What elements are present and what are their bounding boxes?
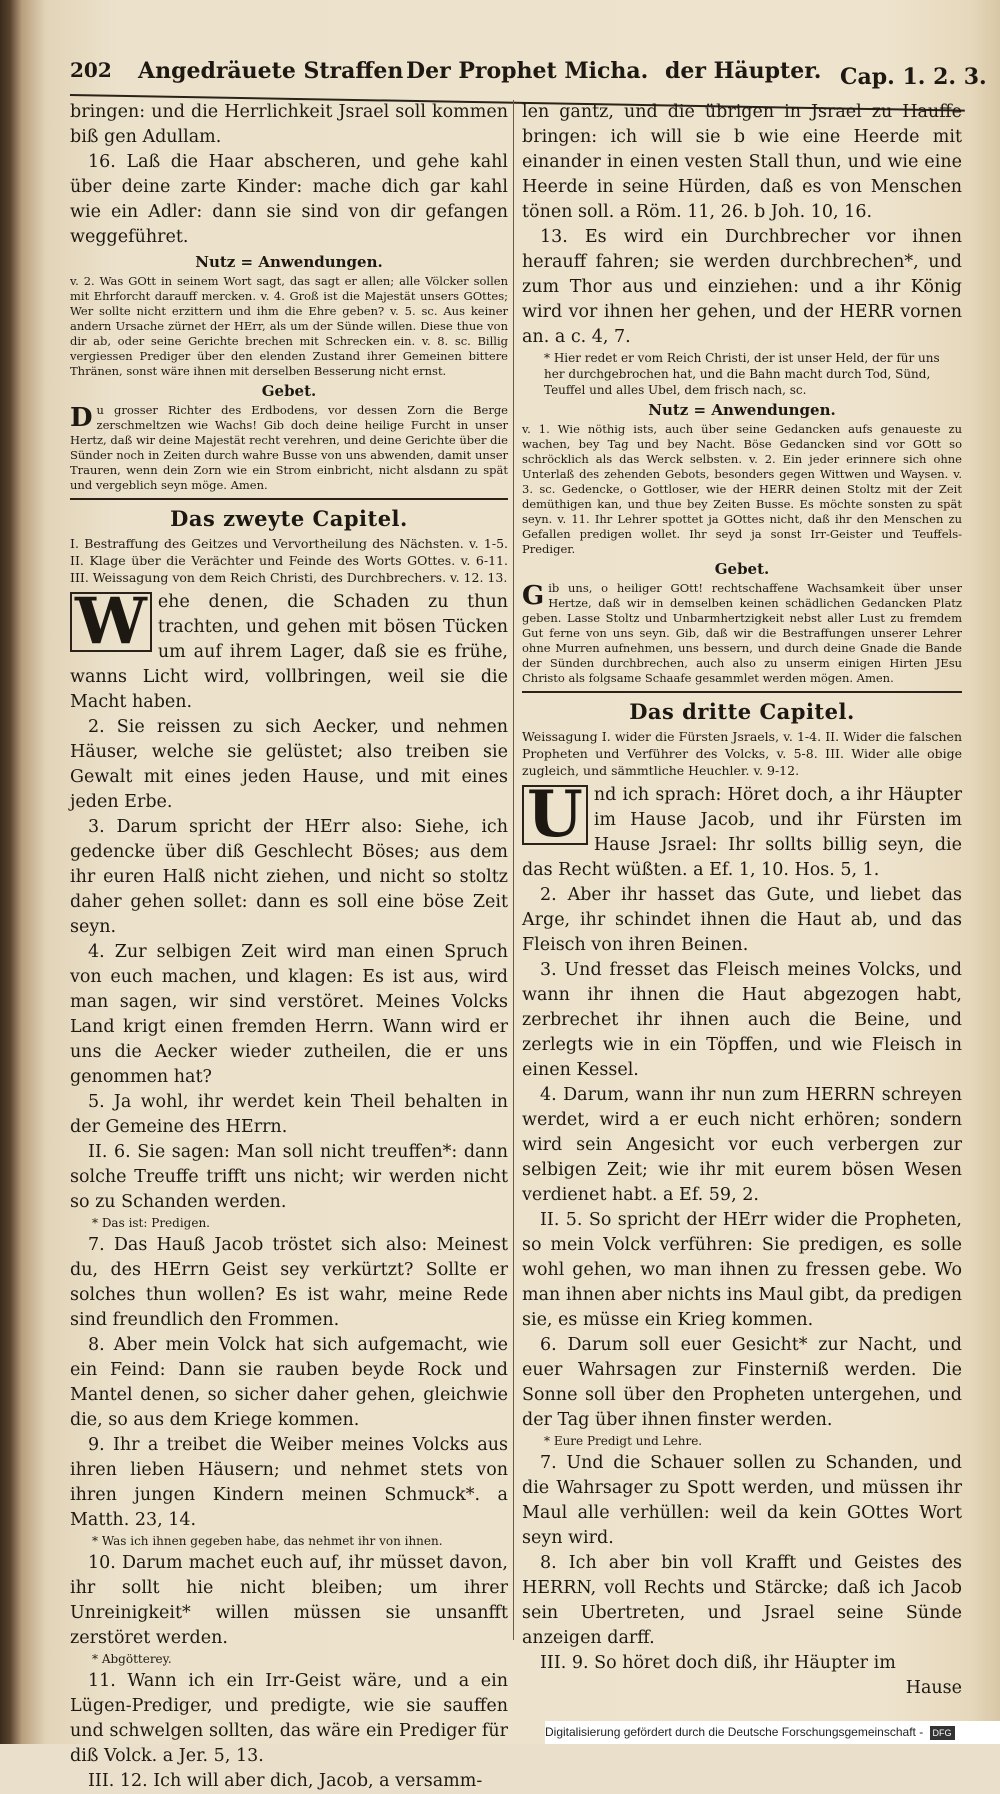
left-title: Angedräuete Straffen bbox=[138, 58, 404, 84]
footnote: * Abgötterey. bbox=[92, 1652, 172, 1666]
center-title: Der Prophet Micha. bbox=[406, 58, 649, 84]
chapter-summary: I. Bestraffung des Geitzes und Vervortheilung des Nächsten. v. 1-5. II. Klage über die Verächter und Feinde des Worts GOttes. v. 6-11. III. Weissagung von dem Reich Christi, des Durchbrechers. v. 12. 13. bbox=[70, 536, 508, 585]
verse-text: 13. Es wird ein Durchbrecher vor ihnen herauff fahren; sie werden durchbrechen*, und zum Thor aus und einziehen: und a ihr König wird vor ihnen her gehen, und der HERR vornen an. a c. 4, 7. bbox=[522, 227, 962, 347]
verse-text: 2. Aber ihr hasset das Gute, und liebet das Arge, ihr schindet ihnen die Haut ab, und das Fleisch von ihren Beinen. bbox=[522, 885, 962, 955]
verse-text: 16. Laß die Haar abscheren, und gehe kahl über deine zarte Kinder: mache dich gar kahl wie ein Adler: dann sie sind von dir gefangen weggeführet. bbox=[70, 152, 508, 247]
verse-text: III. 9. So höret doch diß, ihr Häupter im bbox=[540, 1653, 896, 1673]
footer-text: Digitalisierung gefördert durch die Deutsche Forschungsgemeinschaft - bbox=[545, 1725, 924, 1739]
verse-text: U nd ich sprach: Höret doch, a ihr Häupter im Hause Jacob, und ihr Fürsten im Hause Jsrael: Ihr sollts billig seyn, die das Recht wüßten. a Ef. 1, 10. Hos. 5, 1. bbox=[522, 777, 962, 880]
verse-text: bringen: und die Herrlichkeit Jsrael soll kommen biß gen Adullam. bbox=[70, 102, 508, 147]
chapter-summary: Weissagung I. wider die Fürsten Jsraels, v. 1-4. II. Wider die falschen Propheten und Verführer des Volcks, v. 5-8. III. Wider alle obige zugleich, und sämmtliche Heuchler. v. 9-12. bbox=[522, 729, 962, 778]
verse-text: 9. Ihr a treibet die Weiber meines Volcks aus ihren lieben Häusern; und nehmet stets von ihren jungen Kindern meinen Schmuck*. a Matth. 23, 14. bbox=[70, 1435, 508, 1530]
drop-initial: D bbox=[70, 403, 93, 433]
digitization-footer bbox=[545, 1721, 1000, 1744]
verse-text: 5. Ja wohl, ihr werdet kein Theil behalten in der Gemeine des HErrn. bbox=[70, 1092, 508, 1137]
left-column bbox=[70, 100, 508, 1791]
section-heading: Gebet. bbox=[261, 382, 317, 400]
running-head bbox=[70, 58, 987, 96]
verse-text: 11. Wann ich ein Irr-Geist wäre, und a ein Lügen-Prediger, und predigte, wie sie sauffen und schwelgen sollten, das wäre ein Prediger für diß Volck. a Jer. 5, 13. bbox=[70, 1671, 508, 1766]
verse-text: 6. Darum soll euer Gesicht* zur Nacht, und euer Wahrsagen zur Finsterniß werden. Die Sonne soll über den Propheten untergehen, und der Tag über ihnen finster werden. bbox=[522, 1335, 962, 1430]
chapter-title: Das zweyte Capitel. bbox=[170, 506, 408, 531]
section-heading: Nutz = Anwendungen. bbox=[648, 401, 836, 419]
section-heading: Gebet. bbox=[714, 560, 770, 578]
verse-text: len gantz, und die übrigen in Jsrael zu Hauffe bringen: ich will sie b wie eine Heerde mit einander in einen vesten Stall thun, und wie eine Heerde in seine Hürden, daß es von Menschen tönen soll. a Röm. 11, 26. b Joh. 10, 16. bbox=[522, 102, 962, 222]
verse-text: 4. Darum, wann ihr nun zum HERRN schreyen werdet, wird a er euch nicht erhören; sondern wird sein Angesicht vor euch verbergen zur selbigen Zeit; wie ihr mit eurem bösen Wesen verdienet habt. a Ef. 59, 2. bbox=[522, 1085, 962, 1205]
footnote: * Hier redet er vom Reich Christi, der ist unser Held, der für uns her durchgebrochen hat, und die Bahn macht durch Tod, Sünd, Teuffel und alles Ubel, dem frisch nach, sc. bbox=[544, 351, 940, 397]
verse-text: II. 5. So spricht der HErr wider die Propheten, so mein Volck verführen: Sie predigen, es solle wohl gehen, wo man ihnen zu fressen gebe. Wo man ihnen aber nichts ins Maul gibt, da predigen sie, es müsse ein Krieg kommen. bbox=[522, 1210, 962, 1330]
prayer-text: D u grosser Richter des Erdbodens, vor dessen Zorn die Berge zerschmeltzen wie Wachs! Gib doch deine heilige Furcht in unser Hertz, daß wir deine Majestät recht verehren, und deine Gerichte über die Sünder noch in Zeiten durch wahre Busse von uns abwenden, damit unser Trauren, wenn dein Zorn wie ein Strom einbricht, nicht alsdann zu spät und vergeblich seyn möge. Amen. bbox=[70, 403, 508, 492]
drop-initial: G bbox=[522, 581, 545, 611]
footnote: * Das ist: Predigen. bbox=[92, 1216, 210, 1230]
commentary-text: v. 2. Was GOtt in seinem Wort sagt, das sagt er allen; alle Völcker sollen mit Ehrforcht darauff mercken. v. 4. Groß ist die Majestät unsers GOttes; Wer sollte nicht erzittern und ihm die Ehre geben? v. 5. sc. Aus keiner andern Ursache zürnet der HErr, als um der Sünde willen. Diese thue von dir ab, oder seine Gerichte brechen mit Schrecken ein. v. 8. sc. Billig vergiessen Prediger über den elenden Zustand ihrer Gemeinen bittere Thränen, sonst wäre ihnen mit derselben Besserung nicht ernst. bbox=[70, 274, 508, 378]
chapter-title: Das dritte Capitel. bbox=[629, 699, 855, 724]
verse-text: 4. Zur selbigen Zeit wird man einen Spruch von euch machen, und klagen: Es ist aus, wird man sagen, wir sind verstöret. Meines Volcks Land krigt einen fremden Herrn. Wann wird er uns die Aecker wieder zutheilen, die er uns genommen hat? bbox=[70, 942, 508, 1087]
verse-text: 8. Ich aber bin voll Krafft und Geistes des HERRN, voll Rechts und Stärcke; daß ich Jacob sein Ubertreten, und Jsrael seine Sünde anzeigen darff. bbox=[522, 1553, 962, 1648]
page-number: 202 bbox=[70, 58, 112, 82]
section-rule bbox=[522, 691, 962, 693]
verse-text: 2. Sie reissen zu sich Aecker, und nehmen Häuser, welche sie gelüstet; also treiben sie Gewalt mit eines jeden Hause, und mit eines jeden Erbe. bbox=[70, 717, 508, 812]
column-divider bbox=[513, 100, 514, 1640]
verse-text: III. 12. Ich will aber dich, Jacob, a versamm- bbox=[88, 1771, 483, 1791]
verse-text: 3. Und fresset das Fleisch meines Volcks, und wann ihr ihnen die Haut abgezogen habt, zerbrechet ihr ihnen auch die Beine, und zerlegts wie in ein Töpffen, und wie Fleisch in einen Kessel. bbox=[522, 960, 962, 1080]
verse-text: 3. Darum spricht der HErr also: Siehe, ich gedencke über diß Geschlecht Böses; aus dem ihr euren Halß nicht ziehen, und nicht so stoltz daher gehen sollet: dann es soll eine böse Zeit seyn. bbox=[70, 817, 508, 937]
prayer-text: G ib uns, o heiliger GOtt! rechtschaffene Wachsamkeit über unser Hertze, daß wir in demselben keinen schädlichen Gedancken Platz geben. Lasse Stoltz und Unbarmhertzigkeit nebst aller Lust zu fremdem Gut ferne von uns seyn. Gib, daß wir die Bestraffungen unserer Lehrer ohne Murren aufnehmen, uns bessern, und durch deine Gnade die Bande der Sünden durchbrechen, auch also zu unserm einigen Hirten JEsu Christo als folgsame Schaafe gesammlet werden mögen. Amen. bbox=[522, 581, 962, 685]
dfg-logo-icon: DFG bbox=[930, 1726, 955, 1740]
catchword: Hause bbox=[905, 1678, 962, 1698]
verse-text: 8. Aber mein Volck hat sich aufgemacht, wie ein Feind: Dann sie rauben beyde Rock und Mantel denen, so sicher daher gehen, gleichwie die, so aus dem Kriege kommen. bbox=[70, 1335, 508, 1430]
right-title: der Häupter. bbox=[665, 58, 822, 84]
verse-text: II. 6. Sie sagen: Man soll nicht treuffen*: dann solche Treuffe trifft uns nicht; wir werden nicht so zu Schanden werden. bbox=[70, 1142, 508, 1212]
drop-initial: U bbox=[522, 785, 588, 845]
right-column bbox=[522, 100, 962, 1698]
verse-text: 10. Darum machet euch auf, ihr müsset davon, ihr sollt hie nicht bleiben; um ihrer Unreinigkeit* willen müssen sie unsanfft zerstöret werden. bbox=[70, 1553, 508, 1648]
footnote: * Eure Predigt und Lehre. bbox=[544, 1434, 703, 1448]
section-heading: Nutz = Anwendungen. bbox=[195, 253, 383, 271]
verse-text: W ehe denen, die Schaden zu thun trachten, und gehen mit bösen Tücken um auf ihrem Lager, daß sie es frühe, wanns Licht wird, vollbringen, weil sie die Macht haben. bbox=[70, 584, 508, 712]
chapter-ref: Cap. 1. 2. 3. bbox=[840, 64, 987, 90]
commentary-text: v. 1. Wie nöthig ists, auch über seine Gedancken aufs genaueste zu wachen, bey Tag und bey Nacht. Böse Gedancken sind vor GOtt so schröcklich als das Werck selbsten. v. 2. Ein jeder erinnere sich ohne Unterlaß des zehenden Gebots, besonders gegen Wittwen und Waysen. v. 3. sc. Gedencke, o Gottloser, wie der HERR deinen Stoltz mit der Zeit demüthigen kan, und thue bey Zeiten Busse. Es möchte sonsten zu spät seyn. v. 11. Ihr Lehrer spottet ja GOttes nicht, daß ihr den Menschen zu Gefallen predigen wollet. Ihr seyd ja sonst Irr-Geister und Teuffels-Prediger. bbox=[522, 422, 962, 556]
footnote: * Was ich ihnen gegeben habe, das nehmet ihr von ihnen. bbox=[92, 1534, 443, 1548]
section-rule bbox=[70, 498, 508, 500]
drop-initial: W bbox=[70, 592, 152, 652]
verse-text: 7. Und die Schauer sollen zu Schanden, und die Wahrsager zu Spott werden, und müssen ihr Maul alle verhüllen: weil da kein GOttes Wort seyn wird. bbox=[522, 1453, 962, 1548]
verse-text: 7. Das Hauß Jacob tröstet sich also: Meinest du, des HErrn Geist sey verkürtzt? Sollte er solches thun wollen? Es ist wahr, meine Rede sind freundlich den Frommen. bbox=[70, 1235, 508, 1330]
